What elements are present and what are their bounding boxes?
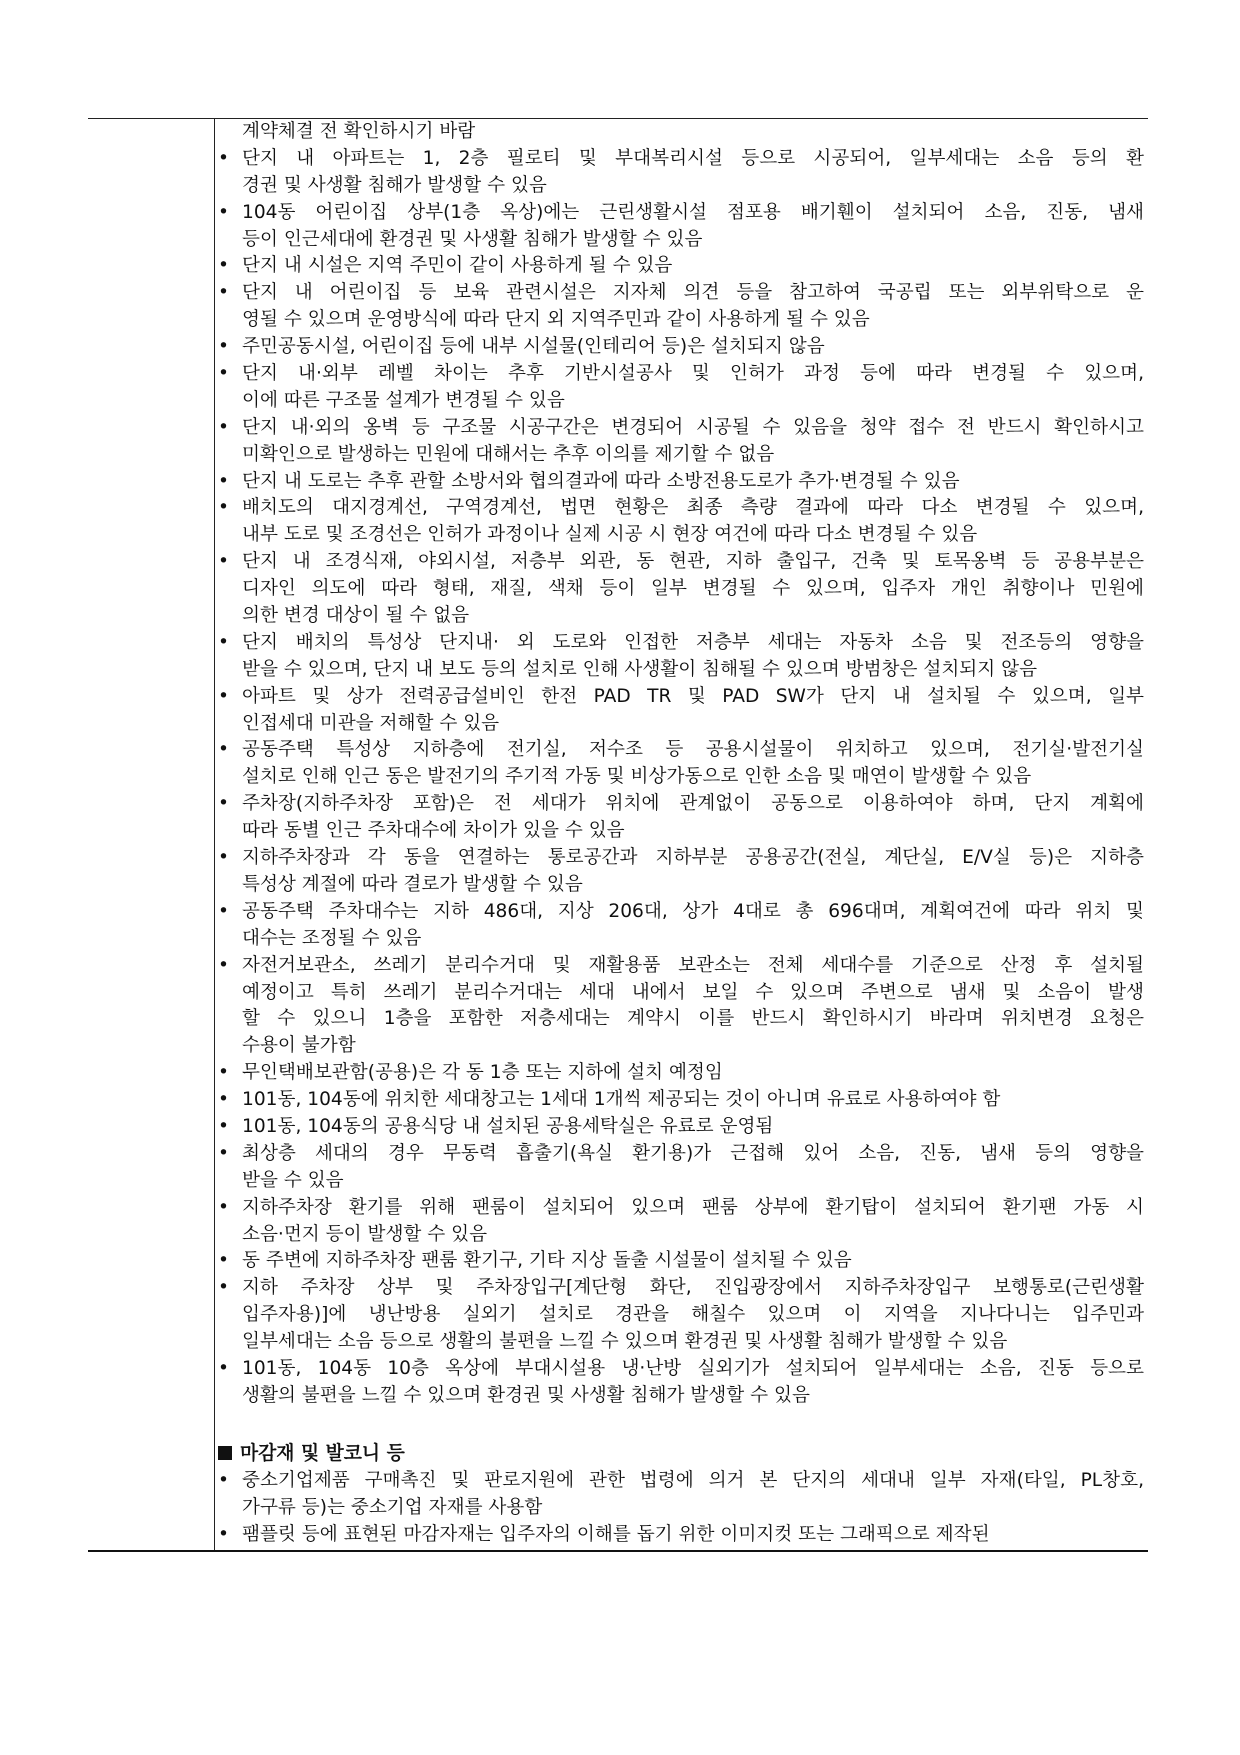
text-line <box>218 953 1144 980</box>
line-text: 단지 내 어린이집 등 보육 관련시설은 지자체 의견 등을 참고하여 국공립 또는 외부위탁으로 운 <box>242 282 1144 304</box>
bullet-icon: • <box>218 201 229 223</box>
section-list <box>218 1468 1144 1549</box>
bullet-icon: • <box>218 1089 229 1111</box>
text-line <box>218 146 1144 173</box>
text-line <box>218 737 1144 764</box>
notice-table <box>88 118 1148 1552</box>
bullet-icon: • <box>218 1062 229 1084</box>
bullet-icon: • <box>218 255 229 277</box>
list-item <box>218 899 1144 953</box>
text-line <box>218 119 1144 146</box>
line-text: 중소기업제품 구매촉진 및 판로지원에 관한 법령에 의거 본 단지의 세대내 일부 자재(타일, PL창호, <box>242 1469 1144 1491</box>
text-line <box>218 1383 1144 1410</box>
text-line <box>218 522 1144 549</box>
text-line <box>218 1141 1144 1168</box>
text-line <box>218 980 1144 1007</box>
text-line <box>218 603 1144 630</box>
text-line <box>218 684 1144 711</box>
line-text: 단지 배치의 특성상 단지내· 외 도로와 인접한 저층부 세대는 자동차 소음 및 전조등의 영향을 <box>242 631 1144 653</box>
line-text: 무인택배보관함(공용)은 각 동 1층 또는 지하에 설치 예정임 <box>242 1062 723 1084</box>
line-text: 수용이 불가함 <box>242 1035 356 1057</box>
list-item <box>218 953 1144 1061</box>
text-line <box>218 791 1144 818</box>
text-line <box>218 415 1144 442</box>
text-line <box>218 388 1144 415</box>
text-line <box>218 1468 1144 1495</box>
table-label-column <box>88 119 215 1550</box>
list-item <box>218 495 1144 549</box>
bullet-icon: • <box>218 685 229 707</box>
list-item <box>218 1141 1144 1195</box>
line-text: 단지 내 조경식재, 야외시설, 저층부 외관, 동 현관, 지하 출입구, 건축 및 토목옹벽 등 공용부분은 <box>242 551 1144 573</box>
list-item <box>218 253 1144 280</box>
line-text: 대수는 조정될 수 있음 <box>242 927 422 949</box>
line-text: 영될 수 있으며 운영방식에 따라 단지 외 지역주민과 같이 사용하게 될 수 있음 <box>242 309 870 331</box>
list-item <box>218 630 1144 684</box>
line-text: 받을 수 있으며, 단지 내 보도 등의 설치로 인해 사생활이 침해될 수 있으며 방범창은 설치되지 않음 <box>242 658 1038 680</box>
text-line <box>218 576 1144 603</box>
text-line <box>218 818 1144 845</box>
list-item <box>218 415 1144 469</box>
text-line <box>218 1302 1144 1329</box>
text-line <box>218 253 1144 280</box>
line-text: 받을 수 있음 <box>242 1169 344 1191</box>
line-text: 주차장(지하주차장 포함)은 전 세대가 위치에 관계없이 공동으로 이용하여야 하며, 단지 계획에 <box>242 793 1144 815</box>
line-text: 인접세대 미관을 저해할 수 있음 <box>242 712 500 734</box>
list-item <box>218 1060 1144 1087</box>
list-item <box>218 1195 1144 1249</box>
line-text: 단지 내 도로는 추후 관할 소방서와 협의결과에 따라 소방전용도로가 추가·변경될 수 있음 <box>242 470 960 492</box>
line-text: 가구류 등)는 중소기업 자재를 사용함 <box>242 1496 543 1518</box>
bullet-icon: • <box>218 1250 229 1272</box>
bullet-icon: • <box>218 1469 229 1491</box>
line-text: 주민공동시설, 어린이집 등에 내부 시설물(인테리어 등)은 설치되지 않음 <box>242 336 825 358</box>
line-text: 101동, 104동 10층 옥상에 부대시설용 냉·난방 실외기가 설치되어 일부세대는 소음, 진동 등으로 <box>242 1357 1144 1379</box>
bullet-icon: • <box>218 954 229 976</box>
text-line <box>218 630 1144 657</box>
text-line <box>218 1087 1144 1114</box>
text-line <box>218 173 1144 200</box>
line-text: 디자인 의도에 따라 형태, 재질, 색채 등이 일부 변경될 수 있으며, 입주자 개인 취향이나 민원에 <box>242 578 1144 600</box>
line-text: 경권 및 사생활 침해가 발생할 수 있음 <box>242 174 547 196</box>
bullet-icon: • <box>218 1277 229 1299</box>
line-text: 의한 변경 대상이 될 수 없음 <box>242 605 470 627</box>
line-text: 자전거보관소, 쓰레기 분리수거대 및 재활용품 보관소는 전체 세대수를 기준으로 산정 후 설치될 <box>242 954 1144 976</box>
text-line <box>218 469 1144 496</box>
intro-text <box>218 119 1144 146</box>
bullet-icon: • <box>218 1523 229 1545</box>
text-line <box>218 899 1144 926</box>
list-item <box>218 791 1144 845</box>
bullet-icon: • <box>218 147 229 169</box>
line-text: 공동주택 특성상 지하층에 전기실, 저수조 등 공용시설물이 위치하고 있으며, 전기실·발전기실 <box>242 739 1144 761</box>
line-text: 할 수 있으니 1층을 포함한 저층세대는 계약시 이를 반드시 확인하시기 바라며 위치변경 요청은 <box>242 1008 1144 1030</box>
list-item <box>218 1114 1144 1141</box>
line-text: 소음·먼지 등이 발생할 수 있음 <box>242 1223 488 1245</box>
line-text: 공동주택 주차대수는 지하 486대, 지상 206대, 상가 4대로 총 696대며, 계획여건에 따라 위치 및 <box>242 900 1144 922</box>
list-item <box>218 361 1144 415</box>
bullet-icon: • <box>218 282 229 304</box>
text-line <box>218 1275 1144 1302</box>
text-line <box>218 495 1144 522</box>
bullet-icon: • <box>218 1142 229 1164</box>
section-spacer <box>218 1410 1144 1440</box>
bullet-icon: • <box>218 847 229 869</box>
text-line <box>218 1356 1144 1383</box>
list-item <box>218 1275 1144 1356</box>
line-text: 배치도의 대지경계선, 구역경계선, 법면 현황은 최종 측량 결과에 따라 다소 변경될 수 있으며, <box>242 497 1144 519</box>
line-text: 단지 내·외부 레벨 차이는 추후 기반시설공사 및 인허가 과정 등에 따라 변경될 수 있으며, <box>242 363 1144 385</box>
line-text: 지하주차장 환기를 위해 팬룸이 설치되어 있으며 팬룸 상부에 환기탑이 설치되어 환기팬 가동 시 <box>242 1196 1144 1218</box>
bullet-icon: • <box>218 1196 229 1218</box>
text-line <box>218 334 1144 361</box>
list-item <box>218 549 1144 630</box>
bullet-icon: • <box>218 416 229 438</box>
list-item <box>218 280 1144 334</box>
bullet-icon: • <box>218 497 229 519</box>
line-text: 따라 동별 인근 주차대수에 차이가 있을 수 있음 <box>242 820 625 842</box>
line-text: 계약체결 전 확인하시기 바람 <box>242 121 476 142</box>
line-text: 지하주차장과 각 동을 연결하는 통로공간과 지하부분 공용공간(전실, 계단실, E/V실 등)은 지하층 <box>242 847 1144 869</box>
line-text: 생활의 불편을 느낄 수 있으며 환경권 및 사생활 침해가 발생할 수 있음 <box>242 1384 810 1406</box>
line-text: 101동, 104동의 공용식당 내 설치된 공용세탁실은 유료로 운영됨 <box>242 1115 774 1137</box>
text-line <box>218 307 1144 334</box>
text-line <box>218 280 1144 307</box>
text-line <box>218 1495 1144 1522</box>
text-line <box>218 764 1144 791</box>
text-line <box>218 1006 1144 1033</box>
text-line <box>218 1248 1144 1275</box>
text-line <box>218 549 1144 576</box>
bullet-icon: • <box>218 470 229 492</box>
bullet-icon: • <box>218 739 229 761</box>
line-text: 미확인으로 발생하는 민원에 대해서는 추후 이의를 제기할 수 없음 <box>242 443 775 465</box>
line-text: 특성상 계절에 따라 결로가 발생할 수 있음 <box>242 873 583 895</box>
text-line <box>218 1195 1144 1222</box>
list-item <box>218 1522 1144 1549</box>
list-item <box>218 737 1144 791</box>
list-item <box>218 1468 1144 1522</box>
line-text: 내부 도로 및 조경선은 인허가 과정이나 실제 시공 시 현장 여건에 따라 다소 변경될 수 있음 <box>242 524 978 546</box>
line-text: 설치로 인해 인근 동은 발전기의 주기적 가동 및 비상가동으로 인한 소음 및 매연이 발생할 수 있음 <box>242 766 1032 788</box>
text-line <box>218 1033 1144 1060</box>
text-line <box>218 872 1144 899</box>
bullet-icon: • <box>218 900 229 922</box>
line-text: 동 주변에 지하주차장 팬룸 환기구, 기타 지상 돌출 시설물이 설치될 수 있음 <box>242 1250 852 1272</box>
line-text: 최상층 세대의 경우 무동력 흡출기(욕실 환기용)가 근접해 있어 소음, 진동, 냄새 등의 영향을 <box>242 1142 1144 1164</box>
text-line <box>218 711 1144 738</box>
square-bullet-icon <box>218 1446 232 1460</box>
section-heading <box>218 1440 1144 1468</box>
line-text: 단지 내 아파트는 1, 2층 필로티 및 부대복리시설 등으로 시공되어, 일부세대는 소음 등의 환 <box>242 147 1144 169</box>
line-text: 이에 따른 구조물 설계가 변경될 수 있음 <box>242 389 565 411</box>
list-item <box>218 469 1144 496</box>
line-text: 101동, 104동에 위치한 세대창고는 1세대 1개씩 제공되는 것이 아니며 유료로 사용하여야 함 <box>242 1089 1001 1111</box>
text-line <box>218 1329 1144 1356</box>
list-item <box>218 146 1144 200</box>
line-text: 예정이고 특히 쓰레기 분리수거대는 세대 내에서 보일 수 있으며 주변으로 냄새 및 소음이 발생 <box>242 981 1144 1003</box>
line-text: 단지 내·외의 옹벽 등 구조물 시공구간은 변경되어 시공될 수 있음을 청약 접수 전 반드시 확인하시고 <box>242 416 1144 438</box>
line-text: 아파트 및 상가 전력공급설비인 한전 PAD TR 및 PAD SW가 단지 내 설치될 수 있으며, 일부 <box>242 685 1144 707</box>
bullet-icon: • <box>218 1115 229 1137</box>
list-item <box>218 684 1144 738</box>
list-item <box>218 200 1144 254</box>
text-line <box>218 227 1144 254</box>
text-line <box>218 1060 1144 1087</box>
text-line <box>218 361 1144 388</box>
text-line <box>218 1222 1144 1249</box>
text-line <box>218 657 1144 684</box>
line-text: 104동 어린이집 상부(1층 옥상)에는 근린생활시설 점포용 배기휀이 설치되어 소음, 진동, 냄새 <box>242 201 1144 223</box>
bullet-icon: • <box>218 631 229 653</box>
notice-content <box>218 119 1144 1548</box>
section-title: 마감재 및 발코니 등 <box>240 1442 405 1464</box>
bullet-icon: • <box>218 551 229 573</box>
text-line <box>218 200 1144 227</box>
line-text: 단지 내 시설은 지역 주민이 같이 사용하게 될 수 있음 <box>242 255 673 277</box>
text-line <box>218 1114 1144 1141</box>
bullet-icon: • <box>218 793 229 815</box>
line-text: 일부세대는 소음 등으로 생활의 불편을 느낄 수 있으며 환경권 및 사생활 침해가 발생할 수 있음 <box>242 1331 1008 1353</box>
text-line <box>218 845 1144 872</box>
line-text: 등이 인근세대에 환경권 및 사생활 침해가 발생할 수 있음 <box>242 228 703 250</box>
list-item <box>218 1087 1144 1114</box>
bullet-icon: • <box>218 1357 229 1379</box>
bullet-icon: • <box>218 336 229 358</box>
list-item <box>218 334 1144 361</box>
bullet-icon: • <box>218 363 229 385</box>
line-text: 입주자용)]에 냉난방용 실외기 설치로 경관을 해칠수 있으며 이 지역을 지나다니는 입주민과 <box>242 1304 1144 1326</box>
list-item <box>218 1248 1144 1275</box>
list-item <box>218 1356 1144 1410</box>
notice-list <box>218 146 1144 1410</box>
list-item <box>218 845 1144 899</box>
line-text: 지하 주차장 상부 및 주차장입구[계단형 화단, 진입광장에서 지하주차장입구 보행통로(근린생활 <box>242 1277 1144 1299</box>
text-line <box>218 442 1144 469</box>
text-line <box>218 926 1144 953</box>
text-line <box>218 1168 1144 1195</box>
text-line <box>218 1522 1144 1549</box>
line-text: 팸플릿 등에 표현된 마감자재는 입주자의 이해를 돕기 위한 이미지컷 또는 그래픽으로 제작된 <box>242 1523 990 1545</box>
